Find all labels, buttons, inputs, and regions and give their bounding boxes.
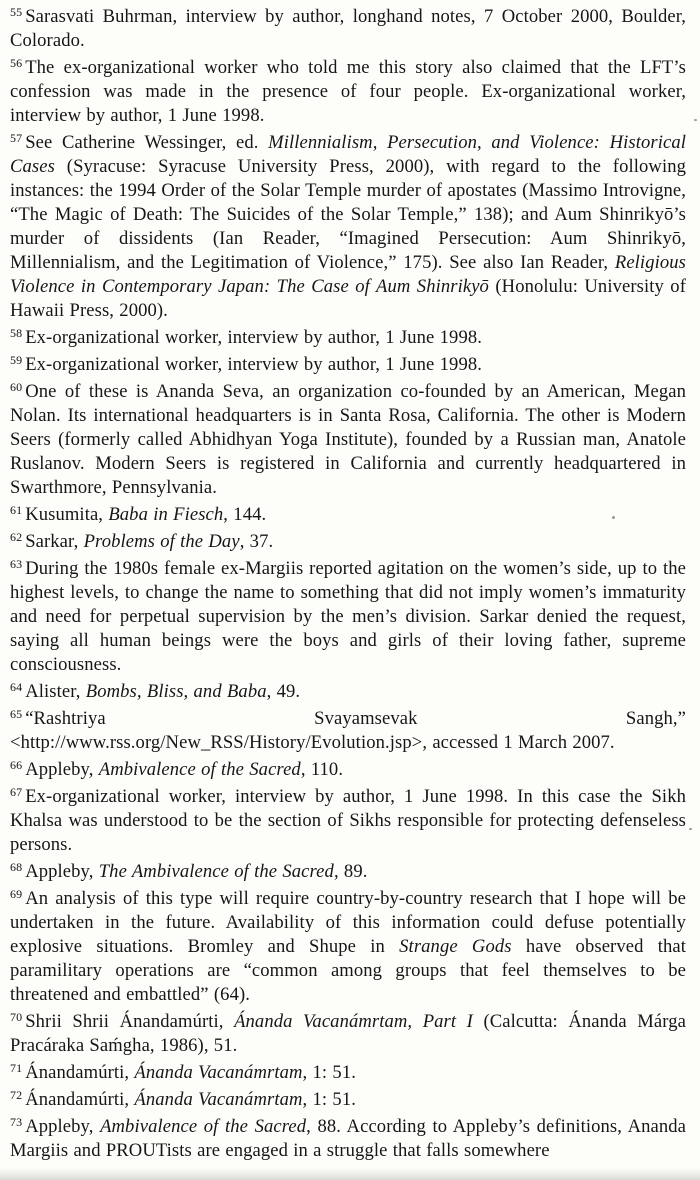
- footnote-text: Kusumita,: [25, 504, 109, 525]
- footnote-number: 71: [10, 1061, 23, 1075]
- footnotes-list: [10, 5, 686, 1163]
- footnote-55: [10, 5, 686, 53]
- footnote-number: 66: [10, 758, 23, 772]
- footnote-text: , 37.: [239, 531, 274, 552]
- footnote-number: 62: [10, 530, 23, 544]
- footnote-56: [10, 56, 686, 128]
- footnote-number: 57: [10, 131, 23, 145]
- footnote-text: Ex-organizational worker, interview by author, 1 June 1998.: [25, 327, 482, 348]
- footnote-65: [10, 707, 686, 755]
- footnote-number: 56: [10, 56, 23, 70]
- footnote-67: [10, 785, 686, 857]
- footnote-text: Ex-organizational worker, interview by author, 1 June 1998.: [25, 354, 482, 375]
- footnote-70: [10, 1010, 686, 1058]
- footnote-text: (Syracuse: Syracuse University Press, 2000), with regard to the following instances: the 1994 Order of the Solar Temple murder of apostates (Massimo Introvigne, “The Magic of Death: The Suicides of the Solar Temple,” 138); and Aum Shinrikyō’s murder of dissidents (Ian Reader, “Imagined Persecution: Aum Shinrikyō, Millennialism, and the Legitimation of Violence,” 175). See also Ian Reader,: [10, 156, 686, 273]
- footnote-66: [10, 758, 686, 782]
- footnote-text: , 89.: [333, 861, 368, 882]
- footnote-text: , 1: 51.: [302, 1089, 356, 1110]
- footnote-text: Alister,: [25, 681, 86, 702]
- footnote-number: 70: [10, 1010, 23, 1024]
- footnote-text-italic: Religious Violence in Contemporary Japan: The Case of Aum Shinrikyō: [10, 252, 686, 297]
- footnote-text: (Calcutta: Ánanda Márga Pracáraka Saḿgha, 1986), 51.: [10, 1011, 686, 1056]
- footnote-text-italic: Millennialism, Persecution, and Violence: Historical Cases: [10, 132, 686, 177]
- footnote-number: 69: [10, 887, 23, 901]
- footnote-text-italic: Ánanda Vacanámrtam: [134, 1062, 303, 1083]
- footnote-text: , 110.: [300, 759, 344, 780]
- footnote-text: , 88. According to Appleby’s definitions, Ananda Margiis and PROUTists are engaged in a struggle that falls somewhere: [10, 1116, 686, 1161]
- footnote-text: , 49.: [266, 681, 301, 702]
- footnote-59: [10, 353, 686, 377]
- footnote-number: 67: [10, 785, 23, 799]
- footnote-number: 55: [10, 5, 23, 19]
- footnote-57: [10, 131, 686, 323]
- footnote-text: Appleby,: [25, 759, 99, 780]
- footnote-text: , 1: 51.: [302, 1062, 356, 1083]
- footnote-text-italic: Ambivalence of the Sacred: [98, 759, 301, 780]
- scan-edge-shadow: [0, 1168, 700, 1180]
- footnote-72: [10, 1088, 686, 1112]
- footnote-number: 72: [10, 1088, 23, 1102]
- footnote-71: [10, 1061, 686, 1085]
- footnote-text: (Honolulu: University of Hawaii Press, 2000).: [10, 276, 686, 321]
- footnote-number: 64: [10, 680, 23, 694]
- footnote-text: Appleby,: [25, 1116, 101, 1137]
- footnote-text: , 144.: [223, 504, 267, 525]
- footnote-text-italic: The Ambivalence of the Sacred: [98, 861, 334, 882]
- footnote-text-italic: Strange Gods: [399, 936, 512, 957]
- footnote-text-italic: Ánanda Vacanámrtam: [134, 1089, 303, 1110]
- footnote-text-italic: Ánanda Vacanámrtam, Part I: [234, 1011, 473, 1032]
- footnote-text: “Rashtriya Svayamsevak Sangh,” <http://www.rss.org/New_RSS/History/Evolution.jsp>, accessed 1 March 2007.: [10, 708, 686, 753]
- footnote-text: Shrii Shrii Ánandamúrti,: [25, 1011, 235, 1032]
- footnote-number: 63: [10, 557, 23, 571]
- footnote-64: [10, 680, 686, 704]
- footnote-58: [10, 326, 686, 350]
- footnote-number: 73: [10, 1115, 23, 1129]
- footnote-text-italic: Baba in Fiesch: [108, 504, 224, 525]
- footnote-number: 68: [10, 860, 23, 874]
- footnote-text-italic: Ambivalence of the Sacred: [100, 1116, 307, 1137]
- footnote-text: have observed that paramilitary operations are “common among groups that feel themselves to be threatened and embattled” (64).: [10, 936, 686, 1005]
- footnote-number: 58: [10, 326, 23, 340]
- footnote-text: See Catherine Wessinger, ed.: [25, 132, 269, 153]
- footnote-62: [10, 530, 686, 554]
- footnote-text: One of these is Ananda Seva, an organization co-founded by an American, Megan Nolan. Its international headquarters is in Santa Rosa, California. The other is Modern Seers (formerly called Abhidhyan Yoga Institute), founded by a Russian man, Anatole Ruslanov. Modern Seers is registered in California and currently headquartered in Swarthmore, Pennsylvania.: [10, 381, 686, 498]
- footnote-text: During the 1980s female ex-Margiis reported agitation on the women’s side, up to the highest levels, to change the name to something that did not imply women’s immaturity and need for perpetual supervision by the men’s division. Sarkar denied the request, saying all human beings were the boys and girls of their loving father, supreme consciousness.: [10, 558, 686, 675]
- footnote-number: 60: [10, 380, 23, 394]
- footnote-68: [10, 860, 686, 884]
- footnote-text-italic: Bombs, Bliss, and Baba: [85, 681, 267, 702]
- footnote-69: [10, 887, 686, 1007]
- footnote-text: Sarkar,: [25, 531, 84, 552]
- footnote-text: Sarasvati Buhrman, interview by author, longhand notes, 7 October 2000, Boulder, Colorado.: [10, 6, 686, 51]
- footnote-text: Ex-organizational worker, interview by author, 1 June 1998. In this case the Sikh Khalsa was understood to be the section of Sikhs responsible for protecting defenseless persons.: [10, 786, 686, 855]
- scan-speck: [694, 119, 697, 121]
- scan-speck: [689, 828, 692, 830]
- footnote-number: 61: [10, 503, 23, 517]
- footnote-text: Ánandamúrti,: [25, 1089, 135, 1110]
- footnote-number: 59: [10, 353, 23, 367]
- footnote-73: [10, 1115, 686, 1163]
- footnote-text: Ánandamúrti,: [25, 1062, 135, 1083]
- footnote-61: [10, 503, 686, 527]
- footnote-text-italic: Problems of the Day: [83, 531, 240, 552]
- footnote-text: Appleby,: [25, 861, 99, 882]
- footnote-number: 65: [10, 707, 23, 721]
- footnote-63: [10, 557, 686, 677]
- footnote-text: An analysis of this type will require country-by-country research that I hope will be undertaken in the future. Availability of this information could defuse potentially explosive situations. Bromley and Shupe in: [10, 888, 686, 957]
- footnote-text: The ex-organizational worker who told me this story also claimed that the LFT’s confession was made in the presence of four people. Ex-organizational worker, interview by author, 1 June 1998.: [10, 57, 686, 126]
- footnote-60: [10, 380, 686, 500]
